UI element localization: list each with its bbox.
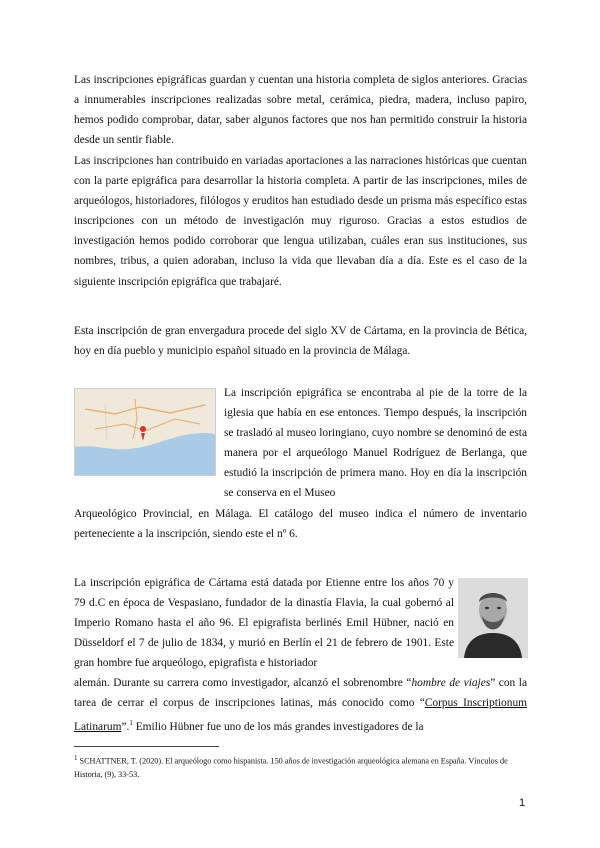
paragraph-museum: Arqueológico Provincial, en Málaga. El catálogo del museo indica el número de inventario perteneciente a la inscripción, siendo este el nº 6. [74,508,527,541]
paragraph-origin: Esta inscripción de gran envergadura procede del siglo XV de Cártama, en la provincia de Bética, hoy en día pueblo y municipio español situado en la provincia de Málaga. [74,325,527,358]
hubner-text-d: Emilio Hübner fue uno de los más grandes investigadores de la [132,720,424,733]
corpus-link[interactable]: Corpus Inscriptionum Latinarum [74,697,527,733]
map-illustration [75,389,215,475]
paragraph-dating: La inscripción epigráfica de Cártama está datada por Etienne entre los años 70 y 79 d.C en época de Vespasiano, fundador de la dinastía Flavia, la cual gobernó al Imperio Romano hasta el año 96. El epigrafista berlinés Emil Hübner, nació en Düsseldorf el 7 de julio de 1834, y murió en Berlín el 21 de febrero de 1901. Este gran hombre fue arqueólogo, epigrafista e historiador [74,577,454,670]
footnote [74,752,527,781]
hubner-text-a: alemán. Durante su carrera como investigador, alcanzó el sobrenombre “ [74,677,412,689]
portrait-illustration [458,578,528,658]
footnote-separator [74,746,219,747]
location-marker [140,426,146,432]
hubner-text-b: ” con la tarea de cerrar el corpus de inscripciones latinas, más conocido como “ [74,677,527,710]
footnote-text: SCHATTNER, T. (2020). El arqueólogo como hispanista. 150 años de investigación arqueológica alemana en España. Vínculos de Historia, (9), 33-53. [74,756,508,779]
portrait-image [458,578,528,658]
paragraph-hubner [74,673,527,737]
hubner-text-c: ”. [121,720,130,733]
page-number: 1 [519,797,526,809]
paragraph-contributions: Las inscripciones han contribuido en variadas aportaciones a las narraciones históricas que cuentan con la parte epigráfica para desarrollar la historia completa. A partir de las inscripciones, miles de arqueólogos, historiadores, filólogos y eruditos han estudiado desde un prisma más específico estas inscripciones con un método de investigación muy riguroso. Gracias a estos estudios de investigación hemos podido corroborar que lengua utilizaban, cuáles eran sus instituciones, sus nombres, tribus, a quien adoraban, incluso la vida que llevaban día a día. Este es el caso de la siguiente inscripción epigráfica que trabajaré. [74,155,527,288]
nickname-italic: hombre de viajes [411,677,491,689]
map-image [74,388,216,476]
paragraph-location: La inscripción epigráfica se encontraba al pie de la torre de la iglesia que había en ese entonces. Tiempo después, la inscripción se trasladó al museo loringiano, cuyo nombre se denominó de esta manera por el arqueólogo Manuel Rodríguez de Berlanga, que estudió la inscripción de primera mano. Hoy en día la inscripción se conserva en el Museo [224,387,527,500]
footnote-marker: 1 [74,754,78,762]
paragraph-intro: Las inscripciones epigráficas guardan y cuentan una historia completa de siglos anteriores. Gracias a innumerables inscripciones realizadas sobre metal, cerámica, piedra, madera, incluso papiro, hemos podido comprobar, datar, saber algunos factores que nos han permitido construir la historia desde un sentir fiable. [74,74,527,147]
footnote-ref[interactable]: 1 [129,719,133,728]
